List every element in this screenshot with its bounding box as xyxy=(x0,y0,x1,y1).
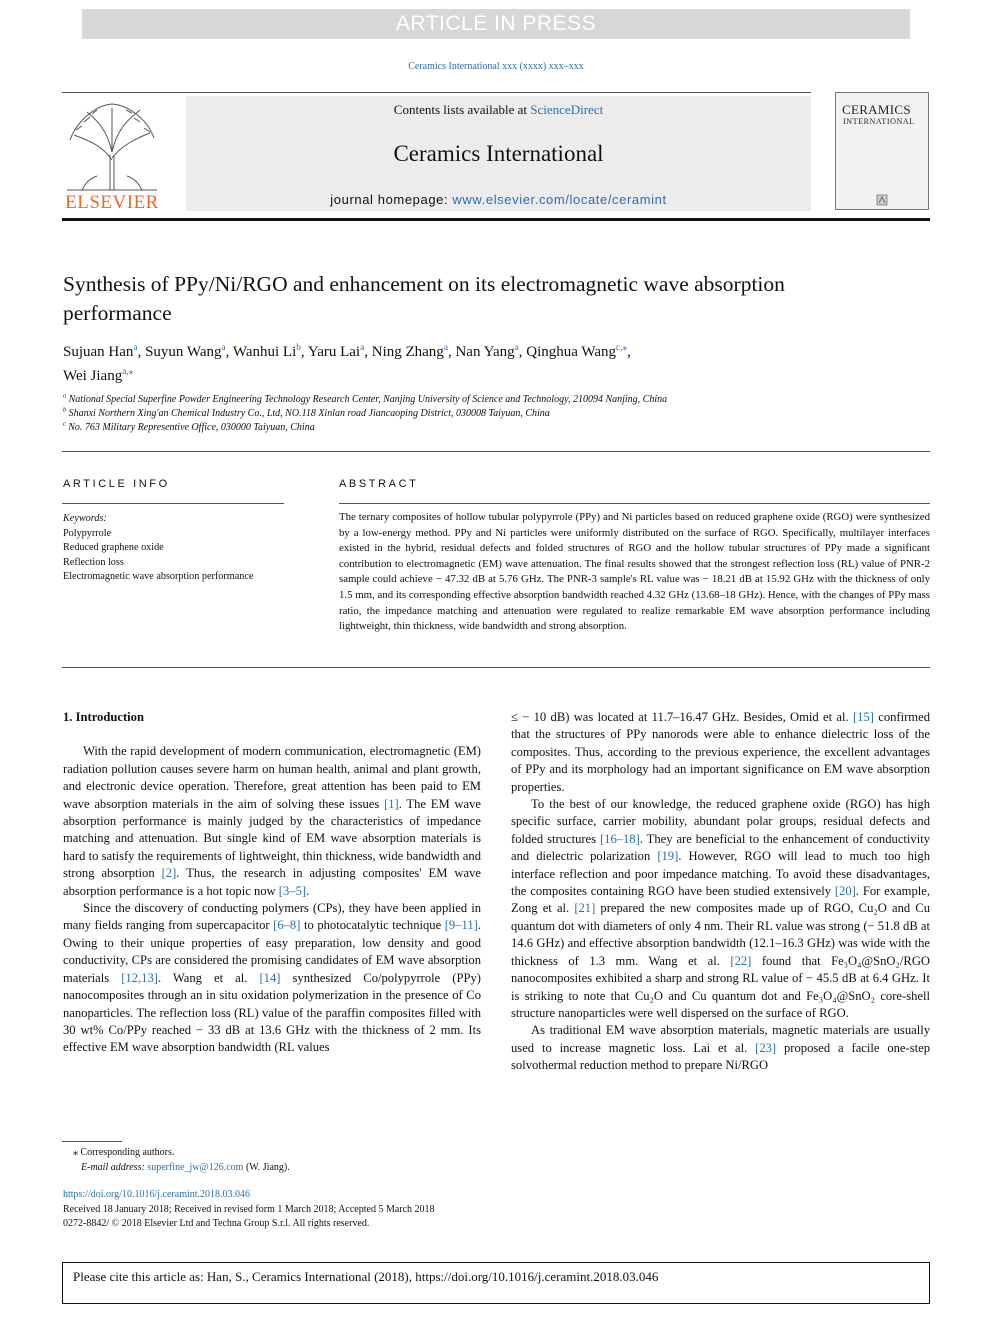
citation-link[interactable]: [19] xyxy=(657,849,679,864)
text-run: . They are beneficial to the enhancement of conductivity and dielectric polarization xyxy=(511,831,931,864)
text-run: . For example, Zong et al. xyxy=(511,884,930,916)
email-link[interactable]: superfine_jw@126.com xyxy=(147,1161,244,1173)
author[interactable] xyxy=(63,344,138,360)
author-name: Wanhui Li xyxy=(232,344,297,360)
affiliation-key: a xyxy=(63,392,67,400)
text-run: ≤ − 10 dB) was located at 11.7–16.47 GHz. Besides, Omid et al. xyxy=(511,710,853,724)
citation-link[interactable]: [14] xyxy=(259,970,281,985)
text-run: . xyxy=(306,883,310,898)
citation-link[interactable]: [1] xyxy=(384,796,399,811)
author-affiliation-mark[interactable]: a xyxy=(443,343,448,353)
homepage-prefix: journal homepage: xyxy=(330,192,453,207)
body-left-column xyxy=(63,709,481,1057)
author-affiliation-mark[interactable]: a xyxy=(360,343,365,353)
text-run: synthesized Co/polypyrrole (PPy) nanocomposites through an in situ oxidation polymerization in the presence of Co nanoparticles. The reflection loss (RL) value of the paraffin composites filled with 30 wt% Co/PPy reached − 33 dB at 13.6 GHz with the thickness of 2 mm. Its effective EM wave absorption bandwidth (RL values xyxy=(63,970,482,1055)
citation-link[interactable]: [23] xyxy=(755,1040,777,1055)
author[interactable] xyxy=(308,344,364,360)
paragraph xyxy=(511,796,930,1022)
doi-link[interactable]: https://doi.org/10.1016/j.ceramint.2018.03.046 xyxy=(63,1189,251,1200)
cover-publisher-mark-icon xyxy=(876,194,888,206)
citation-link[interactable]: [3–5] xyxy=(278,883,307,898)
affiliation-text: No. 763 Military Representive Office, 030000 Taiyuan, China xyxy=(68,422,315,433)
author-name: Sujuan Han xyxy=(63,344,134,360)
author[interactable] xyxy=(372,344,448,360)
affiliations xyxy=(63,393,923,435)
text-run: With the rapid development of modern communication, electromagnetic (EM) radiation pollution causes severe harm on human health, animal and plant growth, and electronic device operation. Therefore, great attention has been paid to EM wave absorption materials in the aim of solving these issues xyxy=(63,744,481,811)
text-run: found that Fe₃O₄@SnO₂/RGO nanocomposites exhibited a sharp and strong RL value of − 45.5 dB at 6.4 GHz. It is striking to note that Cu₂O and Cu quantum dot and Fe₃O₄@SnO₂ core-shell structure nanoparticles were well dispersed on the surface of RGO. xyxy=(511,953,931,1020)
citation-link[interactable]: [20] xyxy=(834,884,856,899)
author[interactable] xyxy=(455,344,518,360)
citation-link[interactable]: [22] xyxy=(730,953,752,968)
email-note xyxy=(63,1161,503,1176)
author-name: Yaru Lai xyxy=(307,344,361,360)
text-run: . Owing to their unique properties of easy preparation, low density and good conductivity, CPs are considered the promising candidates of EM wave absorption materials xyxy=(63,918,481,985)
citation-link[interactable]: [2] xyxy=(161,866,177,881)
author[interactable] xyxy=(63,368,133,384)
text-run: prepared the new composites made up of RGO, Cu₂O and Cu quantum dot with diameters of only 4 nm. Their RL value was strong (− 51.8 dB at 14.6 GHz) and effective absorption bandwidth (12.1–16.3 GHz) was wide with the thickness of 1.3 mm. Wang et al. xyxy=(511,901,930,968)
paragraph xyxy=(511,1022,930,1074)
author-list: Sujuan Han$^a$, Suyun Wang$^a$, Wanhui Li$^b$, Yaru Lai$^a$, Ning Zhang$^a$, Nan Yang$^a$, Qinghua Wang$^{c,⁎}$, Wei Jiang$^{a,⁎}$ xyxy=(63,343,631,384)
body-right-column xyxy=(511,709,930,1075)
paragraph xyxy=(63,900,481,1057)
author-name: Qinghua Wang xyxy=(526,344,617,360)
author-name: Wei Jiang xyxy=(63,368,123,384)
text-run: . The EM wave absorption performance is mainly judged by the characteristics of impedance matching and attenuation. But single kind of EM wave absorption materials is hard to satisfy the requirements of lightweight, thin thickness, wide bandwidth and strong absorption xyxy=(63,796,481,881)
author[interactable] xyxy=(145,344,226,360)
keywords-label: Keywords: xyxy=(63,513,107,524)
text-run: As traditional EM wave absorption materials, magnetic materials are usually used to increase magnetic loss. Lai et al. xyxy=(511,1023,930,1055)
author-affiliation-mark[interactable]: a xyxy=(133,343,138,353)
article-dates: Received 18 January 2018; Received in revised form 1 March 2018; Accepted 5 March 2018 xyxy=(63,1203,435,1215)
contents-prefix: Contents lists available at xyxy=(393,102,531,117)
keyword: Electromagnetic wave absorption performance xyxy=(63,571,254,582)
journal-homepage xyxy=(186,192,811,207)
abstract-bottom-rule xyxy=(62,667,930,668)
citation-link[interactable]: [6–8] xyxy=(273,918,301,933)
text-run: Since the discovery of conducting polymers (CPs), they have been applied in many fields ranging from supercapacitor xyxy=(63,901,481,933)
article-info-heading: ARTICLE INFO xyxy=(63,478,170,490)
abstract-heading: ABSTRACT xyxy=(339,478,419,490)
author-affiliation-mark[interactable]: b xyxy=(296,343,301,353)
sciencedirect-link[interactable]: ScienceDirect xyxy=(530,102,604,117)
corresponding-note: ⁎ Corresponding authors. xyxy=(73,1147,175,1158)
text-run: . Thus, the research in adjusting composites' EM wave absorption performance is a hot topic now xyxy=(63,866,481,898)
email-suffix: (W. Jiang). xyxy=(243,1161,290,1173)
journal-reference[interactable]: Ceramics International xxx (xxxx) xxx–xxx xyxy=(408,61,584,72)
affiliation-text: Shanxi Northern Xing'an Chemical Industry Co., Ltd, NO.118 Xinlan road Jiancaoping District, 030008 Taiyuan, China xyxy=(68,408,550,419)
affiliation-text: National Special Superfine Powder Engineering Technology Research Center, Nanjing University of Science and Technology, 210094 Nanjing, China xyxy=(68,394,668,405)
text-run: To the best of our knowledge, the reduced graphene oxide (RGO) has high specific surface, carrier mobility, abundant polar groups, residual defects and folded structures xyxy=(511,797,930,846)
info-top-rule xyxy=(62,451,930,452)
section-heading: 1. Introduction xyxy=(63,710,144,724)
text-run: proposed a facile one-step solvothermal reduction method to prepare Ni/RGO xyxy=(511,1040,931,1073)
keyword: Polypyrrole xyxy=(63,527,112,539)
text-run: confirmed that the structures of PPy nanorods were able to enhance dielectric loss of the composites. Thus, according to the previous experience, the excellent advantages of PPy and its morphology had an important significance on EM wave absorption properties. xyxy=(511,710,930,794)
publication-info xyxy=(63,1188,523,1232)
author-affiliation-mark[interactable]: c,⁎ xyxy=(616,343,628,353)
author-name: Suyun Wang xyxy=(145,344,222,360)
citation-link[interactable]: [15] xyxy=(852,710,874,724)
author[interactable] xyxy=(526,344,627,360)
text-run: . Wang et al. xyxy=(157,970,260,985)
header-bottom-rule xyxy=(62,218,930,221)
citation-link[interactable]: [9–11] xyxy=(444,918,478,933)
cover-title-2: INTERNATIONAL xyxy=(843,117,915,126)
article-in-press-banner: ARTICLE IN PRESS xyxy=(82,9,910,39)
citation-link[interactable]: [16–18] xyxy=(599,831,640,846)
text-run: . However, RGO will lead to much too high interface reflection and poor impedance matching. To avoid these disadvantages, the composites containing RGO have been studied extensively xyxy=(511,849,930,899)
author-affiliation-mark[interactable]: a xyxy=(221,343,226,353)
article-info-rule xyxy=(62,503,284,504)
cover-title-1: CERAMICS xyxy=(842,102,911,117)
author-name: Ning Zhang xyxy=(371,344,444,360)
keyword: Reflection loss xyxy=(63,556,124,568)
affiliation-key: c xyxy=(63,420,66,428)
publisher-name: ELSEVIER xyxy=(65,192,159,213)
affiliation xyxy=(63,407,923,421)
article-title: Synthesis of PPy/Ni/RGO and enhancement on its electromagnetic wave absorption performance xyxy=(63,272,785,325)
affiliation xyxy=(63,393,923,407)
affiliation xyxy=(63,421,923,435)
citation-box: Please cite this article as: Han, S., Ceramics International (2018), https://doi.org/10.1016/j.ceramint.2018.03.046 xyxy=(62,1262,930,1304)
author[interactable] xyxy=(233,344,301,360)
author-name: Nan Yang xyxy=(455,344,515,360)
affiliation-key: b xyxy=(63,406,67,414)
paragraph xyxy=(511,709,930,796)
text-run: to photocatalytic technique xyxy=(300,918,445,933)
homepage-link[interactable]: www.elsevier.com/locate/ceramint xyxy=(452,192,667,207)
abstract-text: The ternary composites of hollow tubular polypyrrole (PPy) and Ni particles based on reduced graphene oxide (RGO) were synthesized by a low-energy method. PPy and Ni particles were uniformly distributed on the surface of RGO. Specifically, multilayer interfaces existed in the hybrid, residual defects and folded structures of RGO and the hollow tubular structures of PPy made a significant contribution to electromagnetic (EM) wave attenuation. The final results showed that the strongest reflection loss (RL) value of PNR-2 sample could achieve − 47.32 dB at 5.76 GHz. The PNR-3 sample's RL value was − 18.21 dB at 15.92 GHz with the thickness of only 1.5 mm, and its corresponding effective absorption bandwidth reached 4.32 GHz (13.68–18 GHz). Hence, with the changes of PPy mass ratio, the impedance matching and attenuation were regulated to realize remarkable EM wave absorption performance including lightweight, thin thickness, wide bandwidth and strong absorption. xyxy=(339,511,930,633)
citation-link[interactable]: [21] xyxy=(574,901,596,916)
email-label: E-mail address: xyxy=(81,1161,148,1173)
keywords-block xyxy=(63,512,293,585)
keyword: Reduced graphene oxide xyxy=(63,542,164,553)
paragraph xyxy=(63,743,481,900)
copyright: 0272-8842/ © 2018 Elsevier Ltd and Techna Group S.r.l. All rights reserved. xyxy=(63,1218,370,1229)
footnotes xyxy=(63,1146,503,1175)
author-affiliation-mark[interactable]: a xyxy=(514,343,519,353)
author-affiliation-mark[interactable]: a,⁎ xyxy=(122,367,134,377)
header-top-rule xyxy=(62,92,811,93)
citation-link[interactable]: [12,13] xyxy=(121,970,158,985)
contents-line xyxy=(186,102,811,118)
journal-name: Ceramics International xyxy=(393,141,604,166)
footnote-rule xyxy=(62,1141,122,1142)
abstract-rule xyxy=(339,503,930,504)
